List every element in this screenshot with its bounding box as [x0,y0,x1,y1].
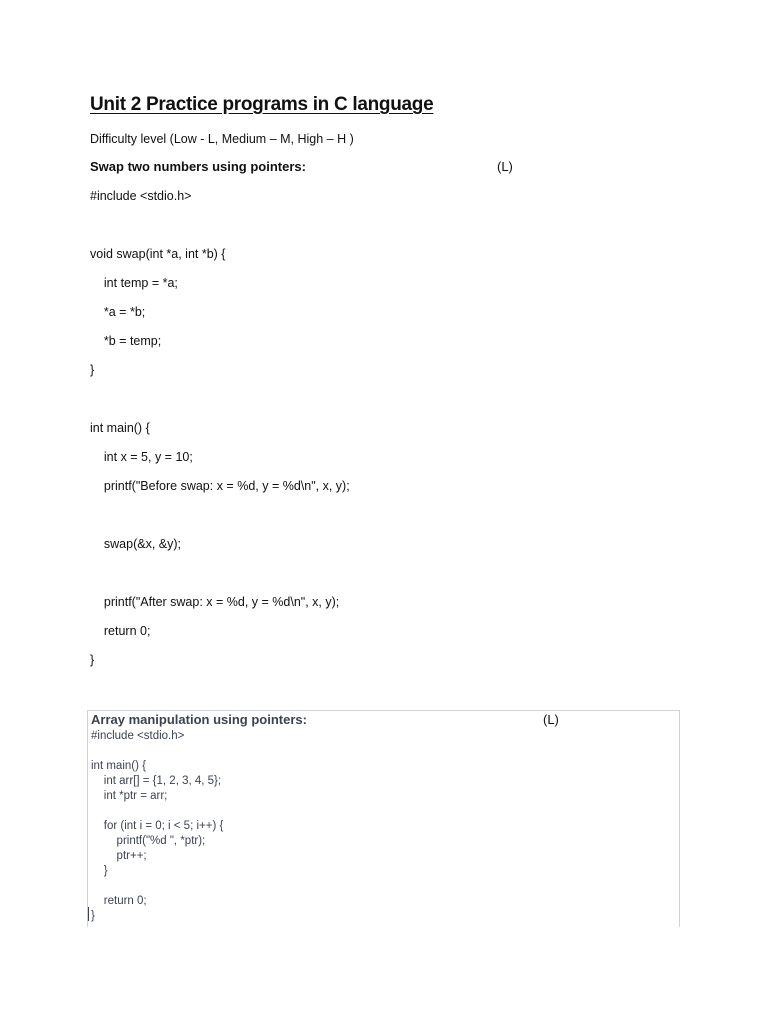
code-line [90,507,350,536]
text-cursor [88,907,89,921]
code-line: } [90,363,95,377]
code-line [91,744,223,759]
code-line: void swap(int *a, int *b) { [90,247,226,261]
code-line: printf("After swap: x = %d, y = %d\n", x, y); [90,595,340,609]
code-line: *b = temp; [90,334,162,348]
code-line: return 0; [90,624,151,638]
code-line: return 0; [91,895,147,907]
code-line: } [91,865,108,877]
code-block-swap [90,188,350,681]
code-line: int main() { [90,421,150,435]
code-line: int main() { [91,760,146,772]
difficulty-legend: Difficulty level (Low - L, Medium – M, High – H ) [90,132,354,146]
code-line: int *ptr = arr; [91,790,168,802]
document-title: Unit 2 Practice programs in C language [90,94,434,115]
code-line [90,565,350,594]
section-heading-array: Array manipulation using pointers: [91,712,307,727]
difficulty-badge-array: (L) [543,712,559,727]
code-line: for (int i = 0; i < 5; i++) { [91,820,224,832]
code-box-array [87,710,680,927]
code-line [90,391,350,420]
code-line: } [90,653,95,667]
code-line [91,804,223,819]
code-line [91,879,223,894]
code-line: printf("Before swap: x = %d, y = %d\n", x, y); [90,479,350,493]
code-block-array [91,729,223,924]
difficulty-badge-swap: (L) [497,159,513,174]
code-line: int x = 5, y = 10; [90,450,193,464]
code-line: int arr[] = {1, 2, 3, 4, 5}; [91,775,222,787]
code-line: } [91,910,95,922]
code-line: swap(&x, &y); [90,537,181,551]
code-line [90,217,350,246]
code-line: #include <stdio.h> [91,730,185,742]
code-line: ptr++; [91,850,147,862]
code-line: printf("%d ", *ptr); [91,835,206,847]
section-heading-swap: Swap two numbers using pointers: [90,159,306,174]
code-line: #include <stdio.h> [90,189,192,203]
code-line: int temp = *a; [90,276,178,290]
code-line: *a = *b; [90,305,146,319]
